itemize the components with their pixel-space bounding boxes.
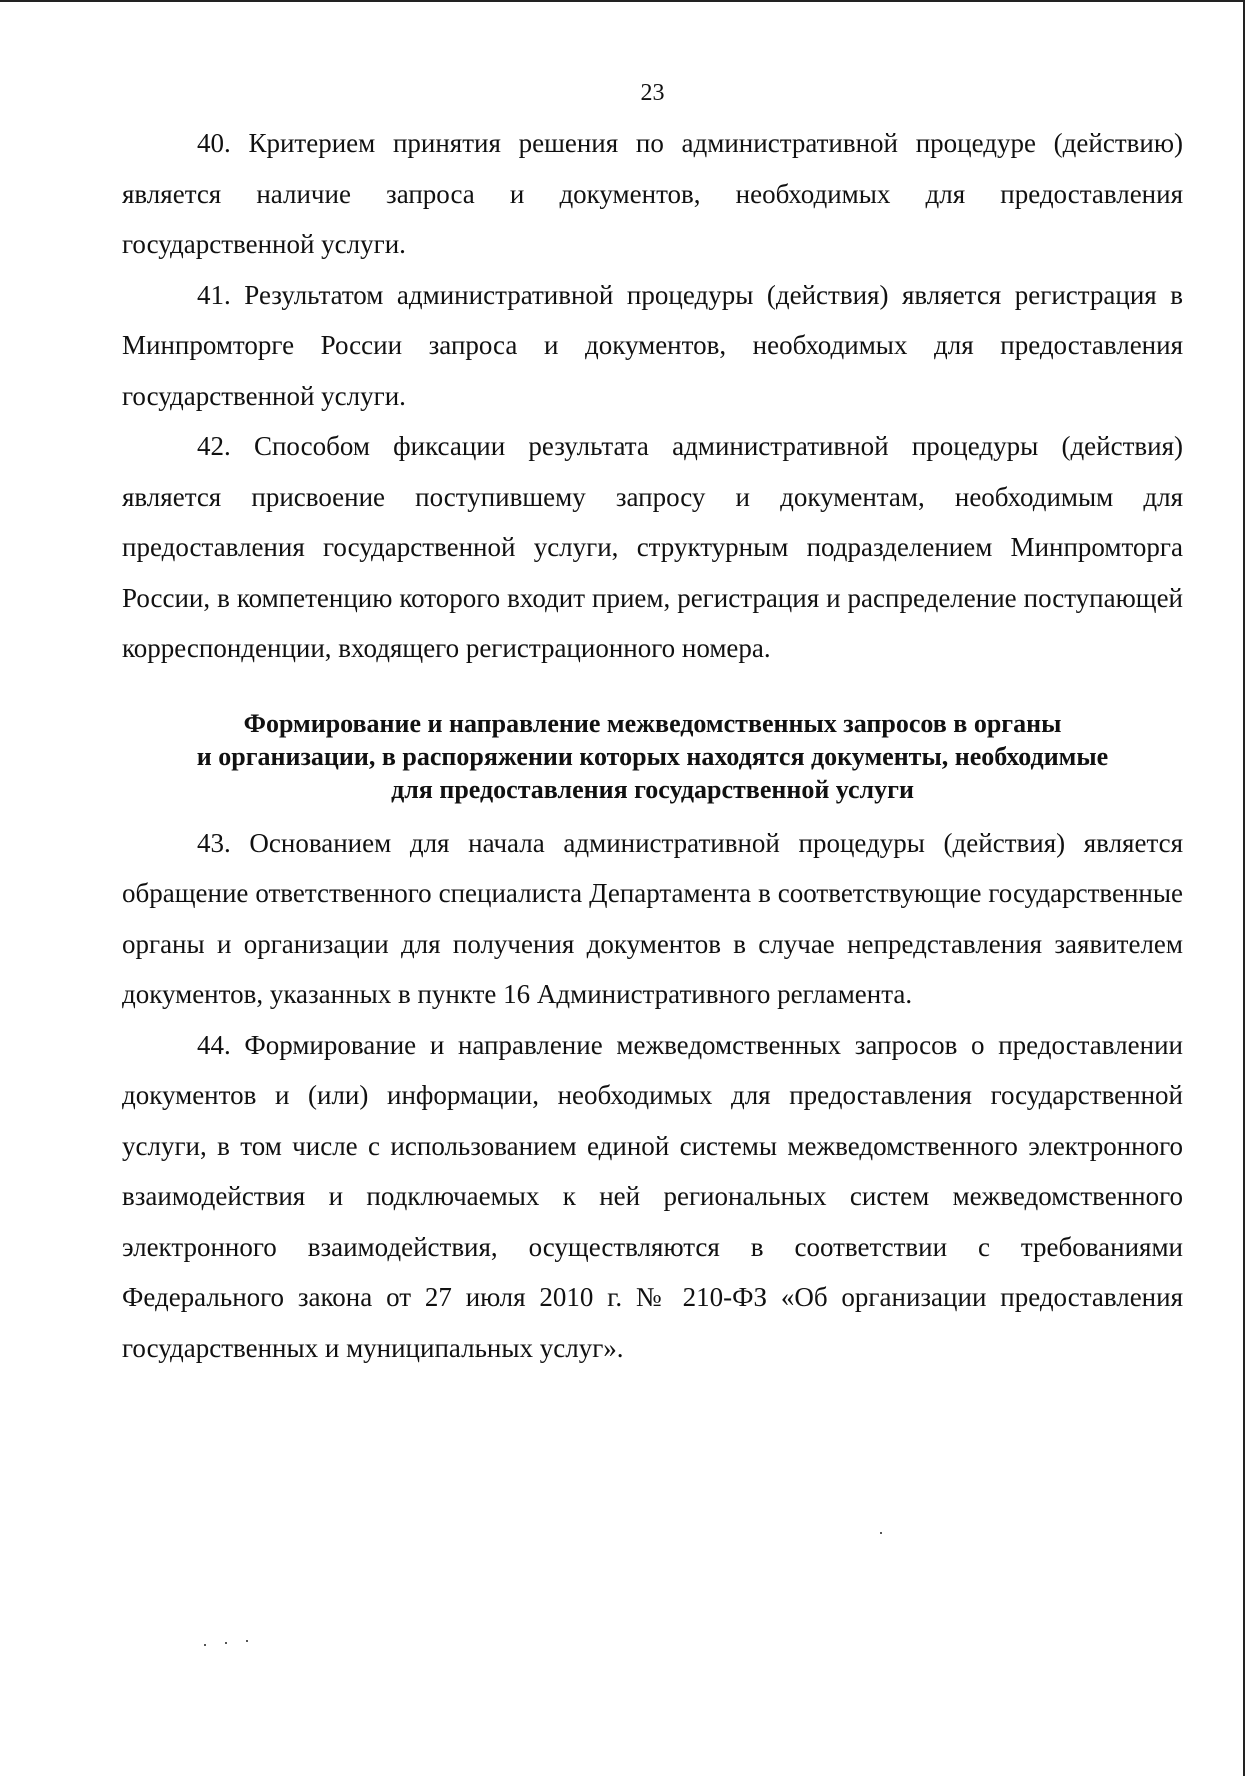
scan-speck xyxy=(880,1532,882,1534)
section-heading xyxy=(122,707,1183,806)
paragraph-42: 42. Способом фиксации результата административной процедуры (действия) является присвоение поступившему запросу и документам, необходимым для предоставления государственной услуги, структурным подразделением Минпромторга России, в компетенцию которого входит прием, регистрация и распределение поступающей корреспонденции, входящего регистрационного номера. xyxy=(122,431,1183,663)
page-number: 23 xyxy=(640,80,665,106)
scan-border-top xyxy=(0,0,1245,2)
scan-speck xyxy=(204,1644,206,1646)
paragraph-43: 43. Основанием для начала административной процедуры (действия) является обращение ответственного специалиста Департамента в соответствующие государственные органы и организации для получения документов в случае непредставления заявителем документов, указанных в пункте 16 Административного регламента. xyxy=(122,827,1183,1009)
scan-speck xyxy=(225,1642,227,1644)
paragraph-44: 44. Формирование и направление межведомственных запросов о предоставлении документов и (или) информации, необходимых для предоставления государственной услуги, в том числе с использованием единой системы межведомственного электронного взаимодействия и подключаемых к ней региональных систем межведомственного электронного взаимодействия, осуществляются в соответствии с требованиями Федерального закона от 27 июля 2010 г. № 210-ФЗ «Об организации предоставления государственных и муниципальных услуг». xyxy=(122,1029,1183,1363)
section-heading-line: Формирование и направление межведомственных запросов в органы xyxy=(243,708,1062,738)
section-heading-line: для предоставления государственной услуги xyxy=(391,774,914,804)
paragraph-41: 41. Результатом административной процедуры (действия) является регистрация в Минпромторге России запроса и документов, необходимых для предоставления государственной услуги. xyxy=(122,279,1183,411)
document-body xyxy=(122,118,1183,1373)
section-heading-line: и организации, в распоряжении которых находятся документы, необходимые xyxy=(196,741,1109,771)
paragraph-40: 40. Критерием принятия решения по административной процедуре (действию) является наличие запроса и документов, необходимых для предоставления государственной услуги. xyxy=(122,128,1183,259)
scan-speck xyxy=(246,1640,248,1642)
